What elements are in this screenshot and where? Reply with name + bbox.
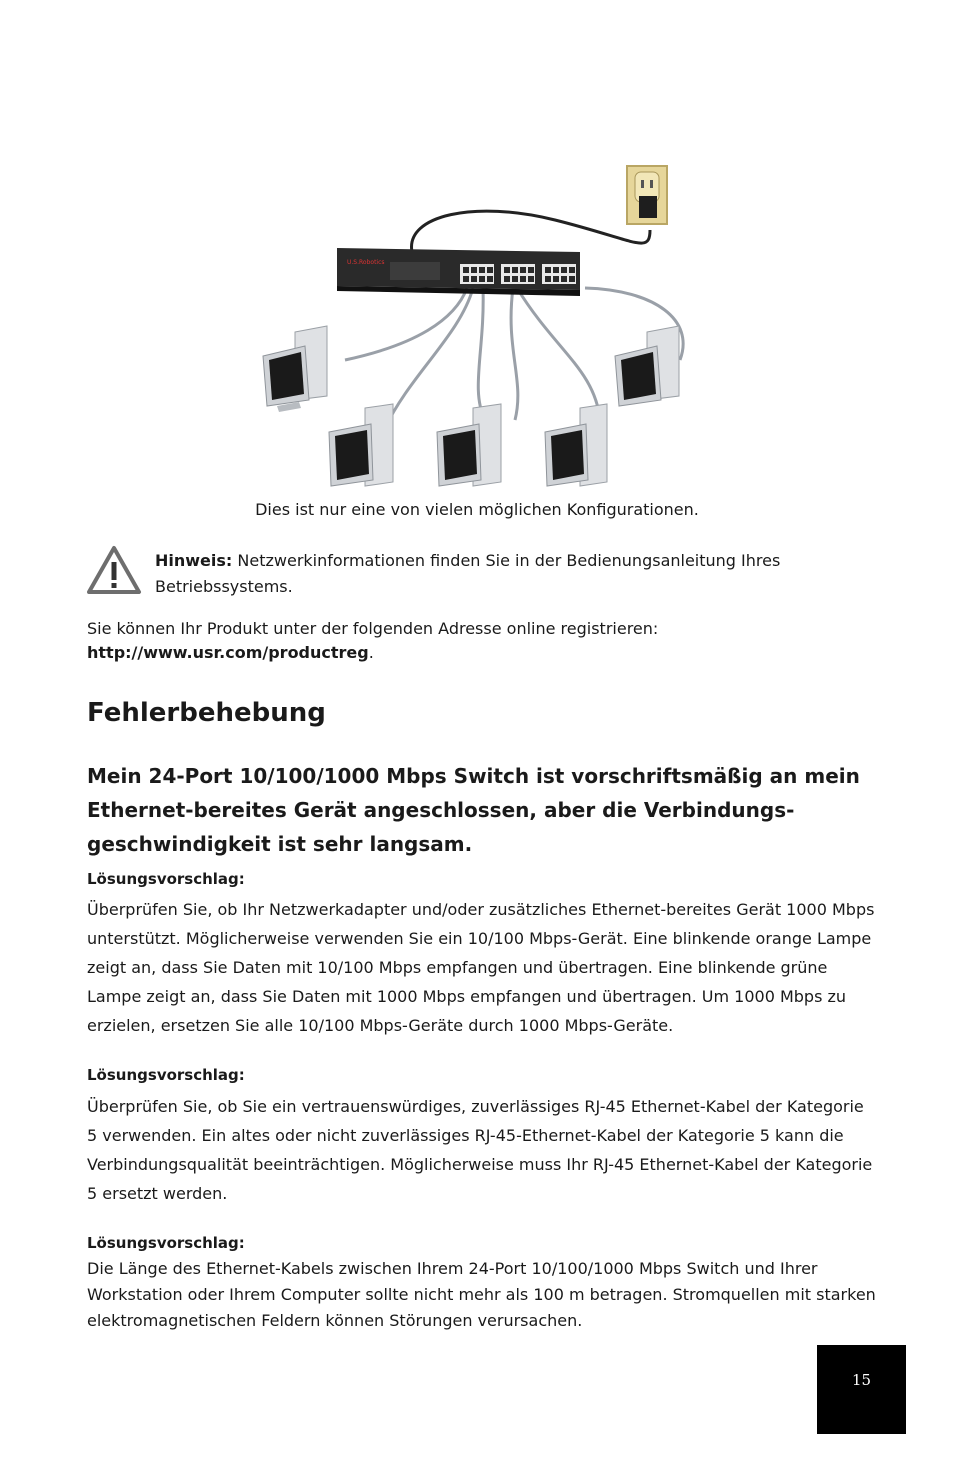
solution-label: Lösungsvorschlag:: [87, 870, 245, 888]
computer-icon: [263, 326, 327, 412]
solution-text: Die Länge des Ethernet-Kabels zwischen Ihrem 24-Port 10/100/1000 Mbps Switch und Ihrer Workstation oder Ihrem Computer sollte nicht mehr als 100 m betragen. Stromquellen mit starken elektromagnetischen Feldern können Störungen verursachen.: [87, 1259, 876, 1330]
computer-icon: [545, 404, 607, 486]
registration-suffix: .: [368, 643, 374, 662]
computer-icon: [615, 326, 679, 406]
power-cable: [412, 211, 650, 252]
figure-caption: Dies ist nur eine von vielen möglichen Konfigurationen.: [255, 500, 699, 519]
page-number: 15: [851, 1371, 872, 1389]
note-text: [155, 548, 855, 600]
solution-text: Überprüfen Sie, ob Sie ein vertrauenswürdiges, zuverlässiges RJ-45 Ethernet-Kabel der Kategorie 5 verwenden. Ein altes oder nicht zuverlässiges RJ-45-Ethernet-Kabel der Kategorie 5 kann die Verbindungsqualität beeinträchtigen. Möglicherweise muss Ihr RJ-45 Ethernet-Kabel der Kategorie 5 ersetzt werden.: [87, 1097, 873, 1203]
computer-icon: [437, 404, 501, 486]
solution-label: Lösungsvorschlag:: [87, 1234, 245, 1252]
section-title: Fehlerbehebung: [87, 698, 326, 728]
warning-triangle-icon: [86, 545, 142, 595]
switch-brand-label: U.S.Robotics: [347, 259, 385, 266]
page-number-box: [817, 1345, 906, 1434]
computer-icon: [329, 404, 393, 486]
registration-paragraph: [87, 617, 887, 665]
solution-label: Lösungsvorschlag:: [87, 1066, 245, 1084]
registration-text: Sie können Ihr Produkt unter der folgenden Adresse online registrieren:: [87, 619, 659, 638]
network-switch: [337, 248, 580, 296]
note-body: Netzwerkinformationen finden Sie in der Bedienungsanleitung Ihres Betriebssystems.: [155, 551, 781, 596]
registration-url-link[interactable]: http://www.usr.com/productreg: [87, 643, 369, 662]
network-diagram-figure: [255, 160, 700, 495]
solution-text: Überprüfen Sie, ob Ihr Netzwerkadapter und/oder zusätzliches Ethernet-bereites Gerät 1000 Mbps unterstützt. Möglicherweise verwenden Sie ein 10/100 Mbps-Gerät. Eine blinkende orange Lampe zeigt an, dass Sie Daten mit 10/100 Mbps empfangen und übertragen. Eine blinkende grüne Lampe zeigt an, dass Sie Daten mit 1000 Mbps empfangen und übertragen. Um 1000 Mbps zu erzielen, ersetzen Sie alle 10/100 Mbps-Geräte durch 1000 Mbps-Geräte.: [87, 900, 875, 1035]
wall-outlet-icon: [627, 166, 667, 224]
troubleshooting-question: Mein 24-Port 10/100/1000 Mbps Switch ist vorschriftsmäßig an mein Ethernet-bereites Gerät angeschlossen, aber die Verbindungs-geschwindigkeit ist sehr langsam.: [87, 764, 860, 856]
note-label: Hinweis:: [155, 551, 233, 570]
